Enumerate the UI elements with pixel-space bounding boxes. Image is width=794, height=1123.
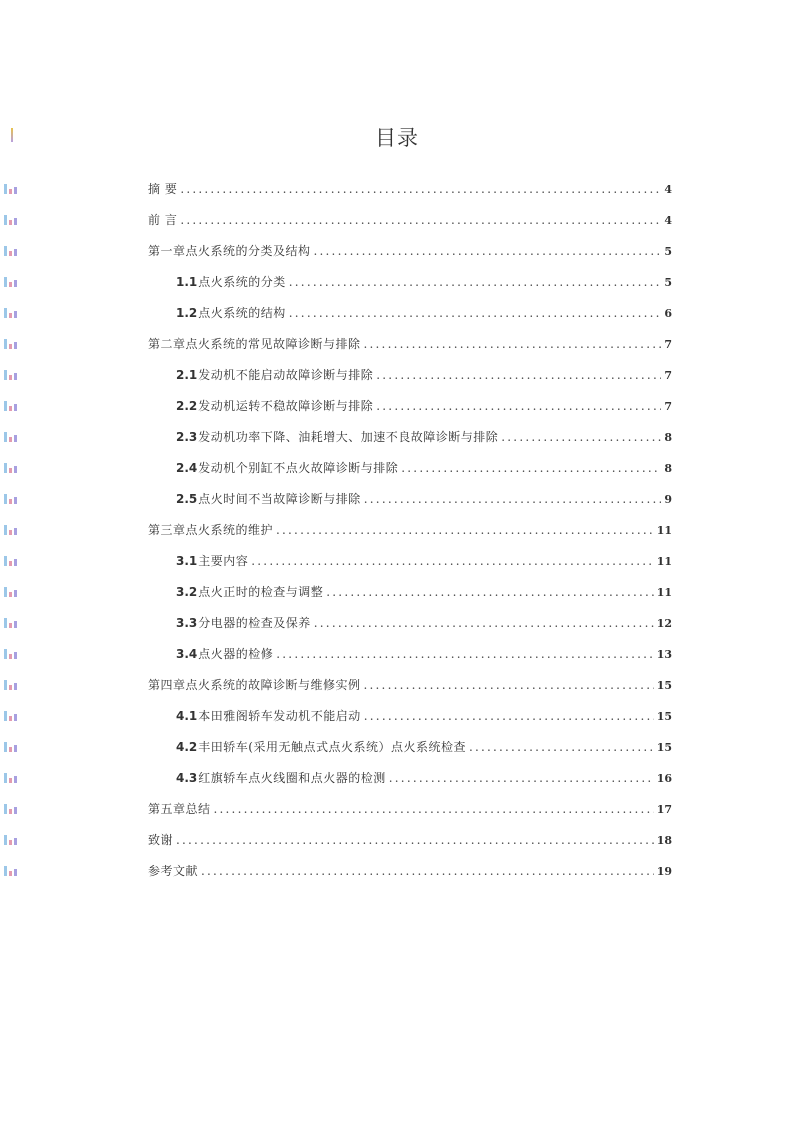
dot-leader	[501, 429, 661, 445]
heading-marker-icon	[4, 556, 22, 566]
toc-entry-text: 点火正时的检查与调整	[198, 585, 324, 599]
toc-line	[176, 770, 672, 787]
toc-section-number: 3.4	[176, 647, 198, 661]
toc-section-number: 2.1	[176, 368, 198, 382]
toc-entry[interactable]	[0, 391, 794, 422]
toc-line	[176, 646, 672, 663]
toc-entry-text: 第一章点火系统的分类及结构	[148, 244, 311, 258]
heading-marker-icon	[4, 184, 22, 194]
toc-entry[interactable]	[0, 546, 794, 577]
toc-entry-text: 第五章总结	[148, 802, 211, 816]
toc-section-number: 3.1	[176, 554, 198, 568]
heading-marker-icon	[4, 401, 22, 411]
toc-entry-text: 红旗轿车点火线圈和点火器的检测	[198, 771, 386, 785]
toc-page-number: 15	[656, 679, 672, 692]
toc-line	[176, 274, 672, 291]
dot-leader	[276, 522, 654, 538]
heading-marker-icon	[4, 370, 22, 380]
toc-section-number: 4.2	[176, 740, 198, 754]
toc-page-number: 13	[656, 648, 672, 661]
heading-marker-icon	[4, 618, 22, 628]
toc-entry[interactable]	[0, 670, 794, 701]
toc-page-number: 12	[656, 617, 672, 630]
toc-entry[interactable]	[0, 639, 794, 670]
toc-entry-text: 点火系统的分类	[198, 275, 286, 289]
toc-line	[176, 429, 672, 446]
toc-entry[interactable]	[0, 422, 794, 453]
toc-page-number: 18	[656, 834, 672, 847]
toc-section-number: 4.3	[176, 771, 198, 785]
dot-leader	[376, 398, 661, 414]
toc-section-number: 4.1	[176, 709, 198, 723]
toc-line	[176, 491, 672, 508]
toc-line	[148, 801, 672, 818]
toc-line	[148, 212, 672, 229]
heading-marker-icon	[4, 773, 22, 783]
heading-marker-icon	[4, 835, 22, 845]
toc-section-number: 2.2	[176, 399, 198, 413]
toc-line	[148, 522, 672, 539]
toc-page-number: 4	[664, 183, 672, 196]
dot-leader	[201, 863, 654, 879]
toc-line	[176, 553, 672, 570]
dot-leader	[314, 615, 654, 631]
dot-leader	[251, 553, 653, 569]
toc-entry[interactable]	[0, 794, 794, 825]
heading-marker-icon	[4, 215, 22, 225]
toc-entry[interactable]	[0, 174, 794, 205]
toc-line	[176, 708, 672, 725]
toc-section-number: 2.5	[176, 492, 198, 506]
heading-marker-icon	[4, 463, 22, 473]
toc-page-number: 8	[664, 462, 672, 475]
toc-entry-text: 分电器的检查及保养	[198, 616, 311, 630]
toc-entry[interactable]	[0, 298, 794, 329]
heading-marker-icon	[4, 432, 22, 442]
toc-entry-text: 前 言	[148, 213, 178, 227]
dot-leader	[364, 708, 654, 724]
toc-line	[176, 739, 672, 756]
toc-line	[148, 336, 672, 353]
toc-entry-text: 摘 要	[148, 182, 178, 196]
toc-page-number: 15	[656, 741, 672, 754]
heading-marker-icon	[4, 246, 22, 256]
toc-page-number: 5	[664, 276, 672, 289]
toc-entry[interactable]	[0, 453, 794, 484]
toc-entry-text: 本田雅阁轿车发动机不能启动	[198, 709, 361, 723]
dot-leader	[180, 181, 661, 197]
toc-entry[interactable]	[0, 856, 794, 887]
toc-page-number: 19	[656, 865, 672, 878]
toc-page-number: 5	[664, 245, 672, 258]
toc-page-number: 9	[664, 493, 672, 506]
dot-leader	[376, 367, 661, 383]
toc-entry[interactable]	[0, 360, 794, 391]
heading-marker-icon	[4, 742, 22, 752]
toc-entry-text: 第二章点火系统的常见故障诊断与排除	[148, 337, 361, 351]
dot-leader	[314, 243, 662, 259]
toc-section-number: 2.4	[176, 461, 198, 475]
toc-entry[interactable]	[0, 577, 794, 608]
toc-entry-text: 参考文献	[148, 864, 199, 878]
toc-page-number: 6	[664, 307, 672, 320]
toc-page-number: 17	[656, 803, 672, 816]
toc-entry-text: 发动机个别缸不点火故障诊断与排除	[198, 461, 399, 475]
dot-leader	[364, 336, 662, 352]
toc-entry-text: 发动机运转不稳故障诊断与排除	[198, 399, 374, 413]
toc-section-number: 2.3	[176, 430, 198, 444]
dot-leader	[289, 274, 662, 290]
toc-entry[interactable]	[0, 763, 794, 794]
toc-line	[176, 398, 672, 415]
toc-entry-text: 发动机功率下降、油耗增大、加速不良故障诊断与排除	[198, 430, 499, 444]
toc-section-number: 1.1	[176, 275, 198, 289]
dot-leader	[289, 305, 662, 321]
heading-marker-icon	[4, 649, 22, 659]
toc-page-number: 4	[664, 214, 672, 227]
toc-page-number: 7	[664, 338, 672, 351]
toc-entry-text: 点火系统的结构	[198, 306, 286, 320]
heading-marker-icon	[4, 804, 22, 814]
toc-line	[176, 460, 672, 477]
toc-line	[148, 181, 672, 198]
toc-page-number: 11	[656, 555, 672, 568]
dot-leader	[214, 801, 654, 817]
toc-entry[interactable]	[0, 267, 794, 298]
toc-line	[148, 677, 672, 694]
toc-page-number: 11	[656, 524, 672, 537]
toc-entry-text: 发动机不能启动故障诊断与排除	[198, 368, 374, 382]
toc-entry[interactable]	[0, 608, 794, 639]
toc-line	[176, 584, 672, 601]
toc-line	[176, 305, 672, 322]
dot-leader	[364, 677, 654, 693]
dot-leader	[180, 212, 661, 228]
toc-entry[interactable]	[0, 515, 794, 546]
toc-page-number: 7	[664, 369, 672, 382]
toc-line	[176, 367, 672, 384]
dot-leader	[176, 832, 654, 848]
page-title: 目录	[375, 126, 419, 150]
toc-entry-text: 点火器的检修	[198, 647, 274, 661]
toc-page-number: 8	[664, 431, 672, 444]
toc-entry-text: 丰田轿车(采用无触点式点火系统）点火系统检查	[198, 740, 466, 754]
heading-marker-icon	[4, 711, 22, 721]
heading-marker-icon	[4, 866, 22, 876]
heading-marker-icon	[4, 525, 22, 535]
toc-entry-text: 第四章点火系统的故障诊断与维修实例	[148, 678, 361, 692]
toc-entry[interactable]	[0, 205, 794, 236]
toc-entry[interactable]	[0, 236, 794, 267]
toc-section-number: 3.2	[176, 585, 198, 599]
dot-leader	[326, 584, 653, 600]
toc-line	[148, 243, 672, 260]
toc-entry[interactable]	[0, 732, 794, 763]
toc-entry[interactable]	[0, 329, 794, 360]
dot-leader	[401, 460, 661, 476]
toc-entry[interactable]	[0, 484, 794, 515]
heading-marker-icon	[4, 587, 22, 597]
toc-line	[148, 863, 672, 880]
heading-marker-icon	[4, 277, 22, 287]
toc-page-number: 7	[664, 400, 672, 413]
toc-page-number: 15	[656, 710, 672, 723]
dot-leader	[389, 770, 654, 786]
dot-leader	[276, 646, 653, 662]
heading-marker-icon	[4, 308, 22, 318]
toc-page-number: 11	[656, 586, 672, 599]
toc-entry-text: 点火时间不当故障诊断与排除	[198, 492, 361, 506]
toc-page-number: 16	[656, 772, 672, 785]
toc-line	[148, 832, 672, 849]
toc-entry-text: 第三章点火系统的维护	[148, 523, 274, 537]
heading-marker-icon	[4, 494, 22, 504]
toc-section-number: 1.2	[176, 306, 198, 320]
heading-marker-icon	[4, 339, 22, 349]
toc-entry-text: 致谢	[148, 833, 174, 847]
toc-entry-text: 主要内容	[198, 554, 249, 568]
toc-entry[interactable]	[0, 701, 794, 732]
dot-leader	[469, 739, 654, 755]
toc-line	[176, 615, 672, 632]
dot-leader	[364, 491, 662, 507]
heading-marker-icon	[4, 680, 22, 690]
toc-entry[interactable]	[0, 825, 794, 856]
toc-section-number: 3.3	[176, 616, 198, 630]
